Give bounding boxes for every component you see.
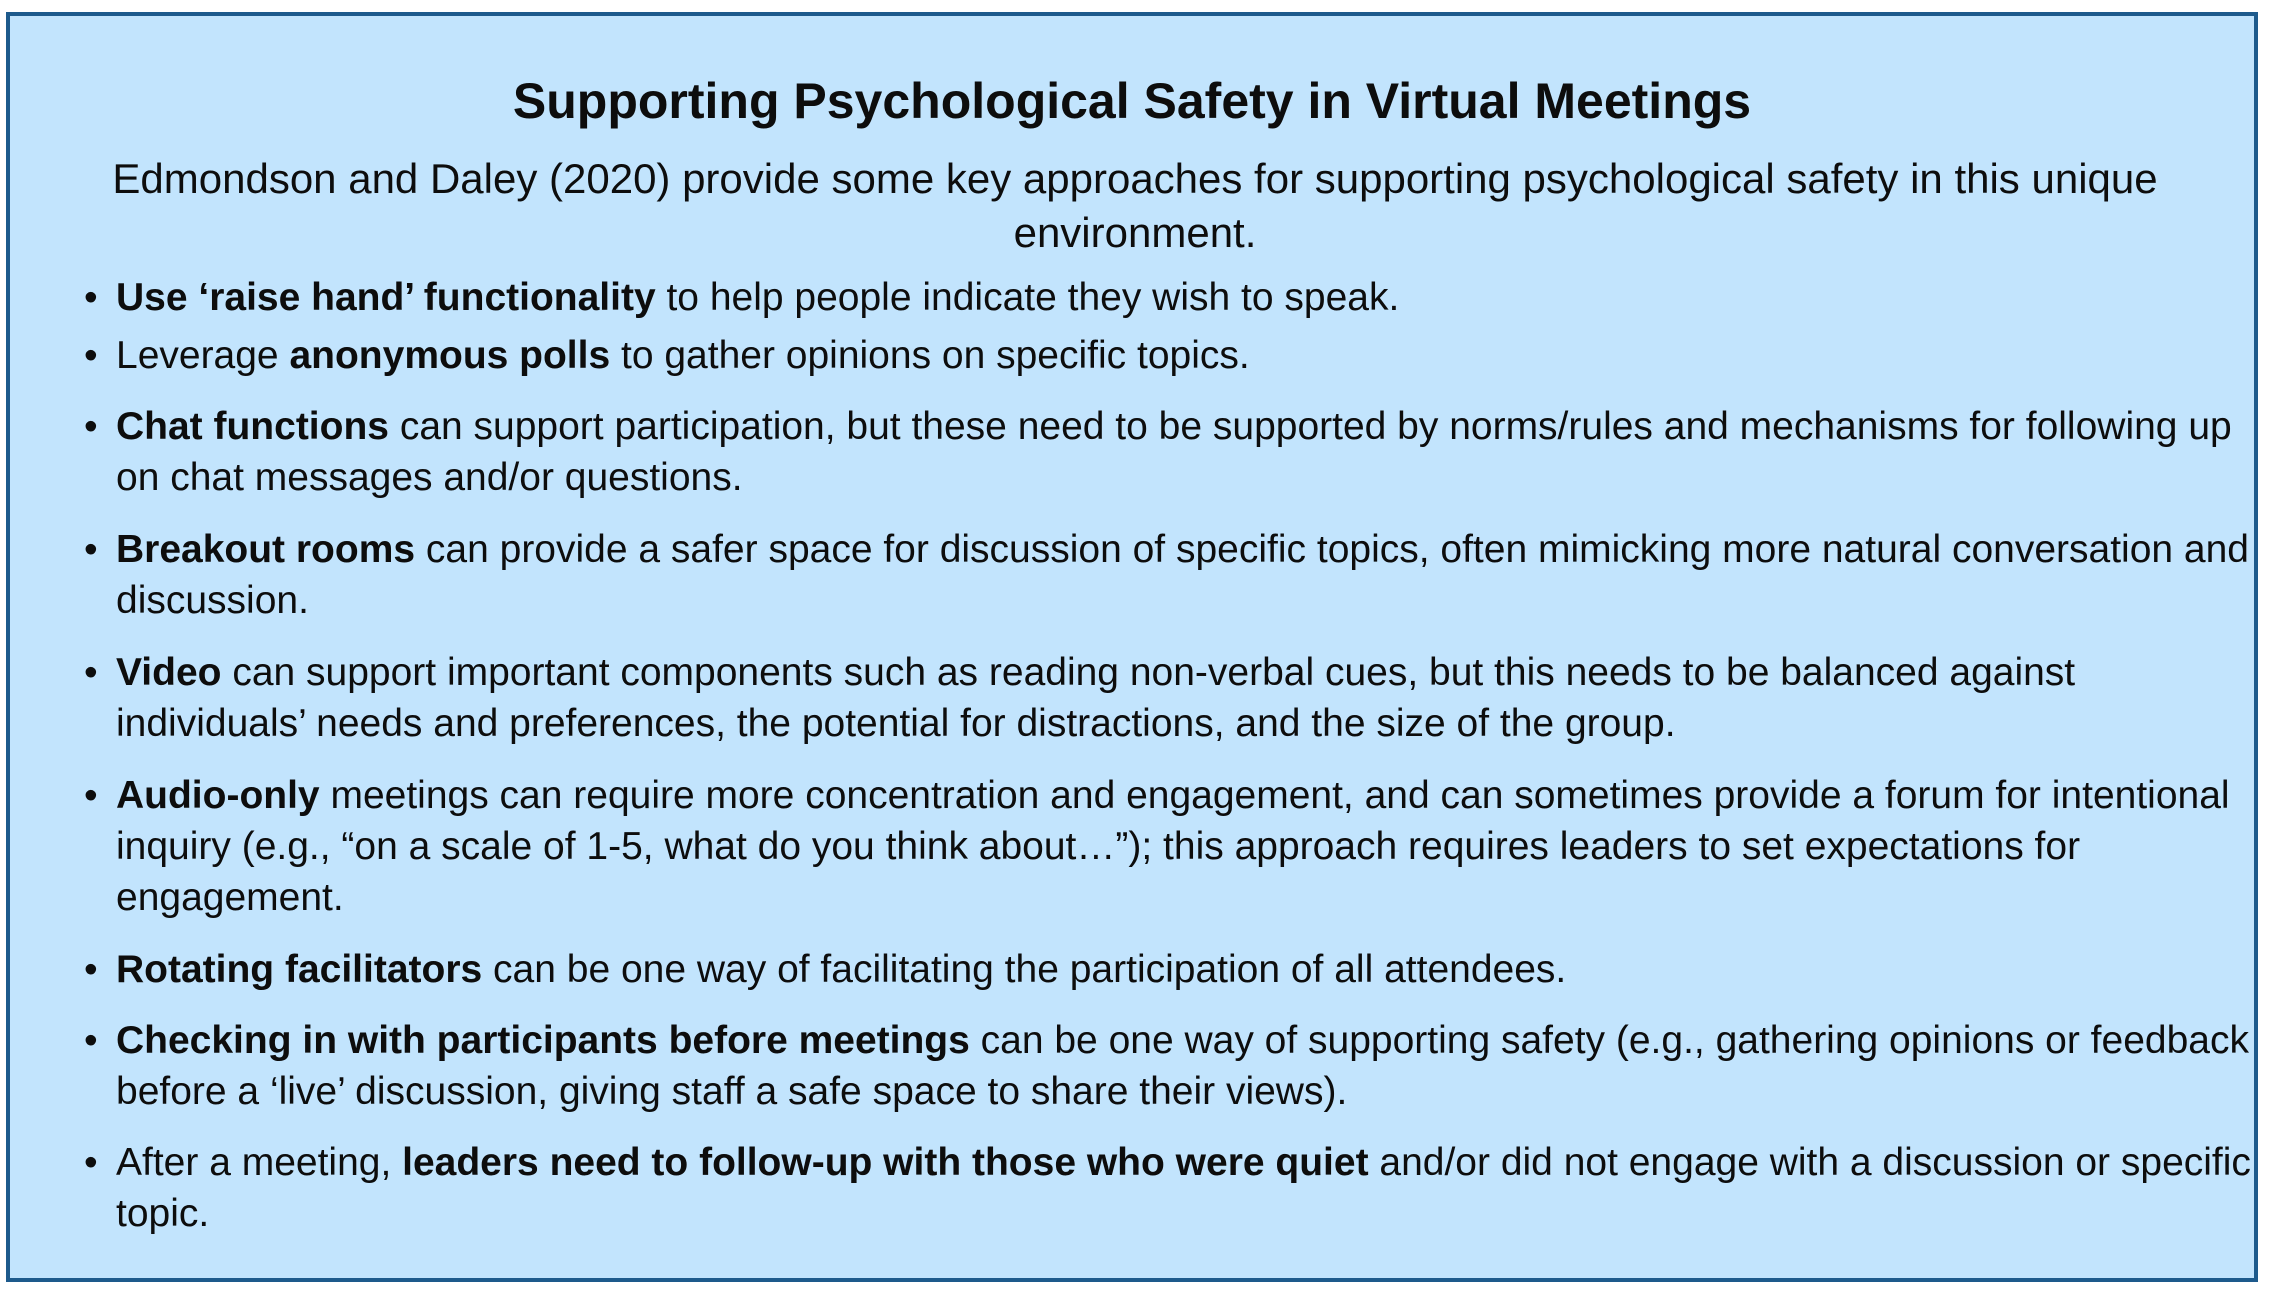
intro-text: Edmondson and Daley (2020) provide some key approaches for supporting psychological safety in this unique environment. xyxy=(112,155,2158,256)
item-emphasis: leaders need to follow-up with those who were quiet xyxy=(402,1141,1369,1184)
content-panel xyxy=(6,12,2258,1282)
item-emphasis: Chat functions xyxy=(116,405,389,448)
item-emphasis: Rotating facilitators xyxy=(116,948,483,991)
list-item xyxy=(116,330,2266,381)
item-text: to gather opinions on specific topics. xyxy=(610,334,1250,377)
item-text: can support participation, but these need to be supported by norms/rules and mechanisms for following up on chat messages and/or questions. xyxy=(116,405,2232,499)
item-text: can be one way of facilitating the participation of all attendees. xyxy=(482,948,1567,991)
list-item xyxy=(116,1137,2266,1239)
list-item xyxy=(116,1015,2266,1117)
list-item xyxy=(116,770,2266,923)
item-prefix: Leverage xyxy=(116,334,290,377)
list-item xyxy=(116,944,2266,995)
item-emphasis: Use ‘raise hand’ functionality xyxy=(116,276,656,319)
item-emphasis: Video xyxy=(116,651,222,694)
list-item xyxy=(116,524,2266,626)
list-item xyxy=(116,647,2266,749)
list-item xyxy=(116,272,2266,323)
item-prefix: After a meeting, xyxy=(116,1141,403,1184)
item-emphasis: Audio-only xyxy=(116,774,320,817)
list-item xyxy=(116,401,2266,503)
item-text: and/or did not engage with a discussion or specific topic. xyxy=(116,1141,2251,1235)
item-text: meetings can require more concentration and engagement, and can sometimes provide a forum for intentional inquiry (e.g., “on a scale of 1-5, what do you think about…”); this approach requires leaders to set expectations for engagement. xyxy=(116,774,2230,919)
item-text: can support important components such as reading non-verbal cues, but this needs to be balanced against individuals’ needs and preferences, the potential for distractions, and the size of the group. xyxy=(116,651,2076,745)
item-text: can be one way of supporting safety (e.g., gathering opinions or feedback before a ‘live’ discussion, giving staff a safe space to share their views). xyxy=(116,1019,2249,1113)
item-text: can provide a safer space for discussion of specific topics, often mimicking more natural conversation and discussion. xyxy=(116,528,2249,622)
item-emphasis: Checking in with participants before meetings xyxy=(116,1019,970,1062)
item-text: to help people indicate they wish to speak. xyxy=(655,276,1400,319)
page-title: Supporting Psychological Safety in Virtual Meetings xyxy=(512,73,1752,129)
item-emphasis: Breakout rooms xyxy=(116,528,416,571)
item-emphasis: anonymous polls xyxy=(289,334,611,377)
